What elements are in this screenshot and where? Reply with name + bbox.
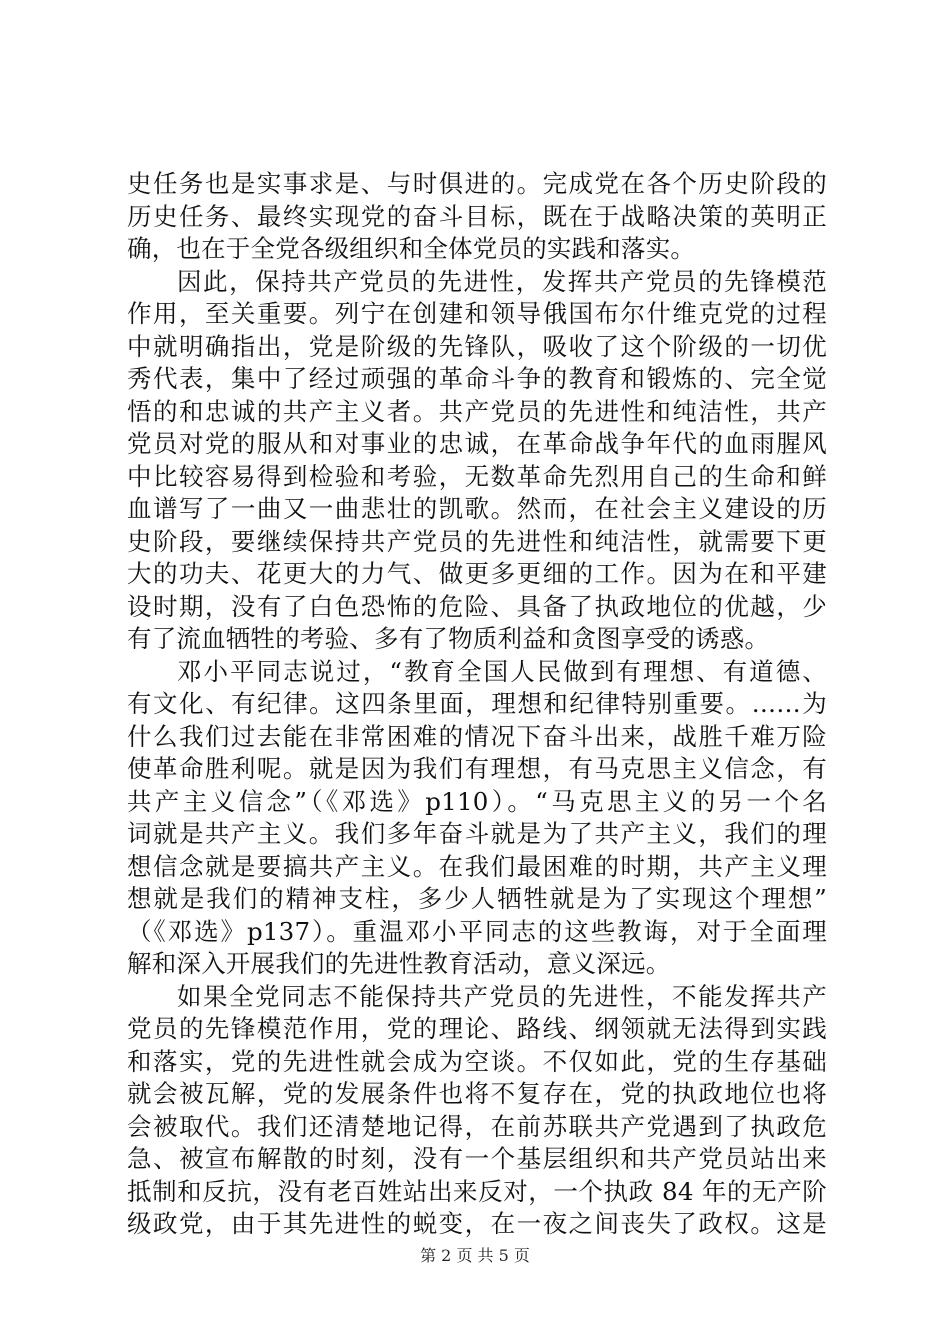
text-line: 会被取代。我们还清楚地记得，在前苏联共产党遇到了执政危 — [127, 1111, 827, 1141]
page-number-label: 第 2 页 共 5 页 — [420, 1246, 530, 1265]
text-line: （《邓选》p137）。重温邓小平同志的这些教诲，对于全面理 — [127, 916, 827, 946]
text-line: 秀代表，集中了经过顽强的革命斗争的教育和锻炼的、完全觉 — [127, 364, 827, 393]
text-line: 史任务也是实事求是、与时俱进的。完成党在各个历史阶段的 — [127, 169, 827, 198]
text-line: 词就是共产主义。我们多年奋斗就是为了共产主义，我们的理 — [127, 819, 827, 848]
text-line: 党员对党的服从和对事业的忠诚，在革命战争年代的血雨腥风 — [127, 429, 827, 458]
text-line: 确，也在于全党各级组织和全体党员的实践和落实。 — [127, 234, 696, 263]
text-line: 设时期，没有了白色恐怖的危险、具备了执政地位的优越，少 — [127, 591, 827, 621]
text-line: 急、被宣布解散的时刻，没有一个基层组织和共产党员站出来 — [127, 1144, 827, 1173]
text-line: 有文化、有纪律。这四条里面，理想和纪律特别重要。……为 — [127, 689, 827, 718]
text-line: 就会被瓦解，党的发展条件也将不复存在，党的执政地位也将 — [127, 1079, 827, 1108]
text-line: 和落实，党的先进性就会成为空谈。不仅如此，党的生存基础 — [127, 1046, 827, 1076]
text-line: 共产主义信念”（《邓选》p110）。“马克思主义的另一个名 — [127, 786, 827, 816]
text-line: 血谱写了一曲又一曲悲壮的凯歌。然而，在社会主义建设的历 — [127, 494, 827, 523]
text-line: 大的功夫、花更大的力气、做更多更细的工作。因为在和平建 — [127, 559, 827, 588]
text-line: 中就明确指出，党是阶级的先锋队，吸收了这个阶级的一切优 — [127, 331, 827, 361]
text-line: 有了流血牺牲的考验、多有了物质利益和贪图享受的诱惑。 — [127, 624, 770, 653]
text-line: 级政党，由于其先进性的蜕变，在一夜之间丧失了政权。这是 — [127, 1209, 827, 1238]
text-line: 抵制和反抗，没有老百姓站出来反对，一个执政 84 年的无产阶 — [127, 1176, 827, 1206]
text-line: 党员的先锋模范作用，党的理论、路线、纲领就无法得到实践 — [127, 1014, 827, 1043]
paragraph-first-line: 邓小平同志说过，“教育全国人民做到有理想、有道德、 — [177, 656, 827, 686]
text-line: 中比较容易得到检验和考验，无数革命先烈用自己的生命和鲜 — [127, 461, 827, 491]
text-line: 什么我们过去能在非常困难的情况下奋斗出来，战胜千难万险 — [127, 721, 827, 751]
text-line: 解和深入开展我们的先进性教育活动，意义深远。 — [127, 949, 671, 978]
text-line: 想信念就是要搞共产主义。在我们最困难的时期，共产主义理 — [127, 851, 827, 881]
body-text — [127, 168, 827, 1241]
text-line: 悟的和忠诚的共产主义者。共产党员的先进性和纯洁性，共产 — [127, 396, 827, 426]
page-footer — [0, 1246, 950, 1266]
text-line: 历史任务、最终实现党的奋斗目标，既在于战略决策的英明正 — [127, 201, 827, 231]
text-line: 史阶段，要继续保持共产党员的先进性和纯洁性，就需要下更 — [127, 526, 827, 556]
text-line: 作用，至关重要。列宁在创建和领导俄国布尔什维克党的过程 — [127, 299, 827, 328]
paragraph-first-line: 因此，保持共产党员的先进性，发挥共产党员的先锋模范 — [177, 266, 827, 296]
text-line: 想就是我们的精神支柱，多少人牺牲就是为了实现这个理想” — [127, 884, 827, 913]
text-line: 使革命胜利呢。就是因为我们有理想，有马克思主义信念，有 — [127, 754, 827, 783]
paragraph-first-line: 如果全党同志不能保持共产党员的先进性，不能发挥共产 — [177, 981, 827, 1011]
